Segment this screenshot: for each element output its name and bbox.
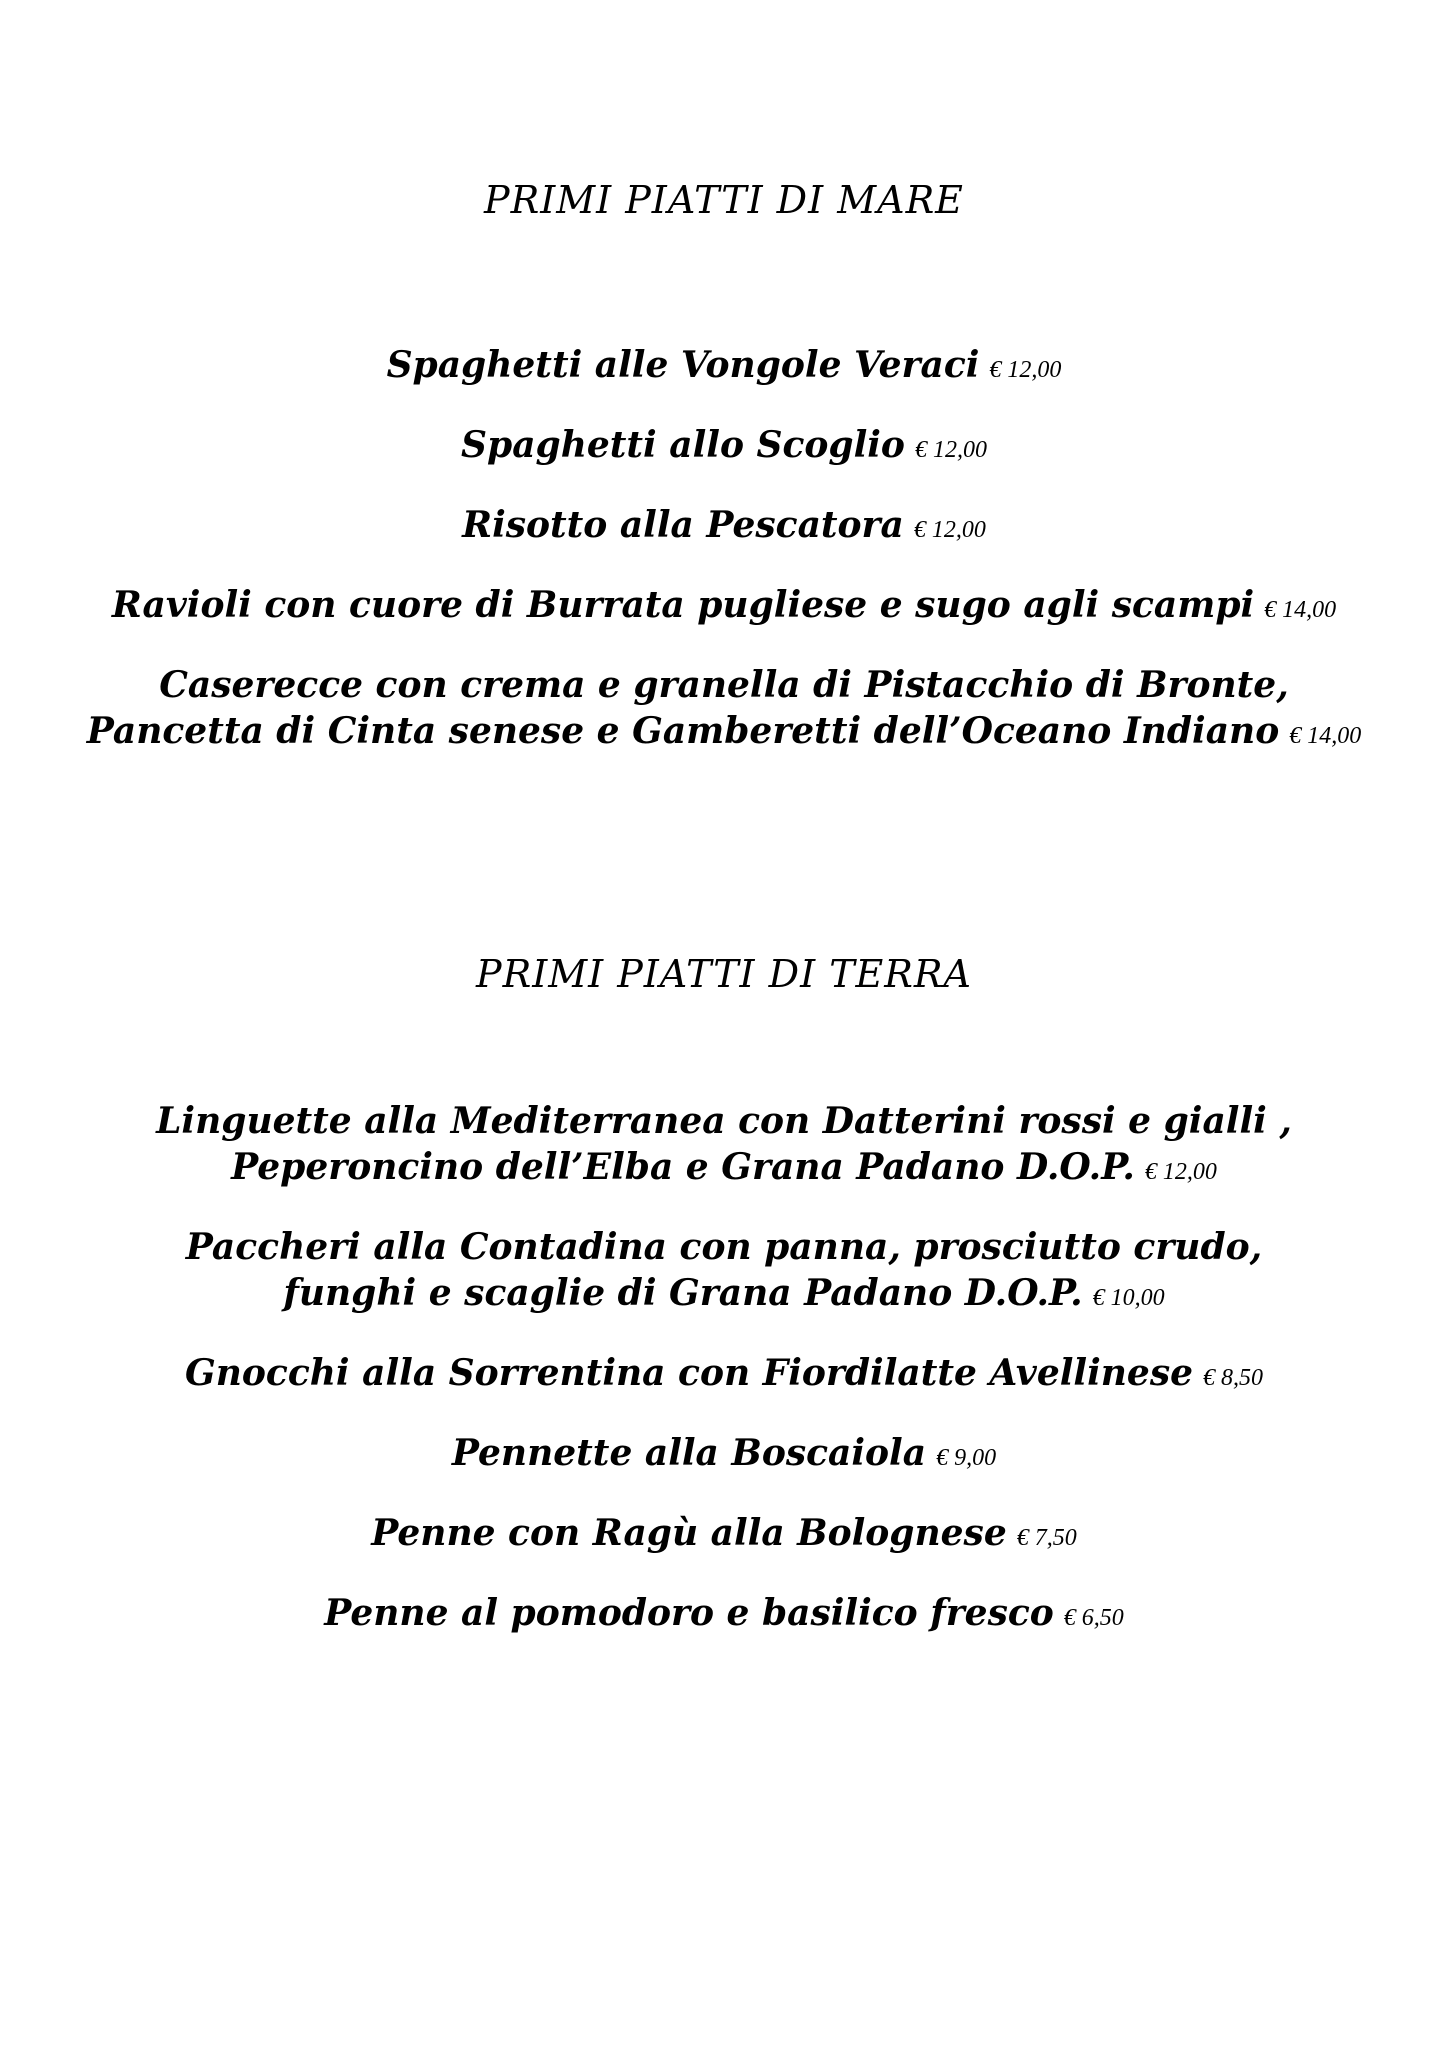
dish-item [0,1510,1448,1561]
dish-item [0,582,1448,633]
dish-name-line: Linguette alla Mediterranea con Datterini rossi e gialli , [156,1100,1292,1142]
dish-list-terra [0,1098,1448,1641]
dish-item [0,1098,1448,1195]
dish-item [0,1590,1448,1641]
dish-item [0,502,1448,553]
dish-item [0,1430,1448,1481]
dish-item [0,342,1448,393]
dish-price: € 12,00 [1144,1159,1217,1185]
dish-name-line: Risotto alla Pescatora € 12,00 [462,504,986,546]
dish-name-line: Paccheri alla Contadina con panna, prosciutto crudo, [185,1226,1263,1268]
dish-name-line: funghi e scaglie di Grana Padano D.O.P. € 10,00 [283,1272,1165,1314]
dish-name-line: Spaghetti alle Vongole Veraci € 12,00 [386,344,1062,386]
dish-list-mare [0,342,1448,759]
dish-name-line: Peperoncino dell’Elba e Grana Padano D.O.P. € 12,00 [231,1146,1217,1188]
dish-price: € 10,00 [1092,1285,1165,1311]
section-title-mare: PRIMI PIATTI DI MARE [484,178,964,222]
dish-item [0,1350,1448,1401]
dish-price: € 6,50 [1063,1605,1124,1631]
dish-name-line: Penne con Ragù alla Bolognese € 7,50 [371,1512,1077,1554]
section-title-terra: PRIMI PIATTI DI TERRA [476,952,972,996]
dish-item [0,1224,1448,1321]
dish-name-line: Spaghetti allo Scoglio € 12,00 [461,424,987,466]
dish-name-line: Ravioli con cuore di Burrata pugliese e sugo agli scampi € 14,00 [111,584,1337,626]
dish-name-line: Gnocchi alla Sorrentina con Fiordilatte Avellinese € 8,50 [184,1352,1264,1394]
dish-price: € 7,50 [1016,1525,1077,1551]
dish-name-line: Caserecce con crema e granella di Pistacchio di Bronte, [159,664,1289,706]
dish-item [0,422,1448,473]
dish-name-line: Penne al pomodoro e basilico fresco € 6,50 [324,1592,1124,1634]
dish-price: € 14,00 [1264,597,1337,623]
dish-price: € 12,00 [913,517,986,543]
dish-name-line: Pennette alla Boscaiola € 9,00 [451,1432,997,1474]
dish-price: € 8,50 [1203,1365,1264,1391]
dish-name-line: Pancetta di Cinta senese e Gamberetti dell’Oceano Indiano € 14,00 [86,710,1362,752]
dish-price: € 12,00 [989,357,1062,383]
dish-price: € 12,00 [914,437,987,463]
dish-price: € 14,00 [1289,723,1362,749]
dish-item [0,662,1448,759]
dish-price: € 9,00 [936,1445,997,1471]
